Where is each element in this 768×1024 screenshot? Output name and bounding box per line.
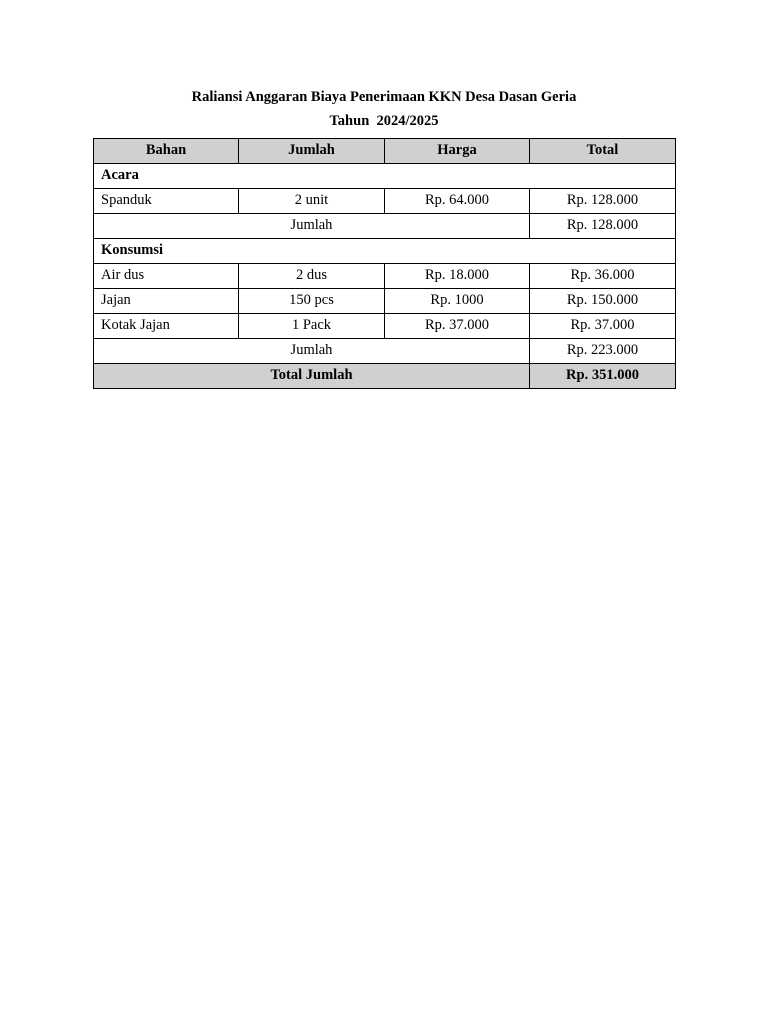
- section-row-konsumsi: [94, 239, 676, 264]
- cell-total: Rp. 150.000: [530, 289, 676, 314]
- cell-harga: Rp. 1000: [385, 289, 530, 314]
- section-title: Acara: [94, 164, 676, 189]
- subtotal-value: Rp. 223.000: [530, 339, 676, 364]
- cell-jumlah: 2 unit: [239, 189, 385, 214]
- table-row: [94, 264, 676, 289]
- cell-harga: Rp. 37.000: [385, 314, 530, 339]
- subtotal-row: [94, 214, 676, 239]
- table-row: [94, 289, 676, 314]
- cell-bahan: Spanduk: [94, 189, 239, 214]
- subtotal-label: Jumlah: [94, 339, 530, 364]
- document-subtitle: Tahun 2024/2025: [329, 113, 439, 129]
- header-bahan: Bahan: [94, 139, 239, 164]
- cell-harga: Rp. 18.000: [385, 264, 530, 289]
- table-row: [94, 314, 676, 339]
- subtotal-label: Jumlah: [94, 214, 530, 239]
- cell-bahan: Jajan: [94, 289, 239, 314]
- grand-total-row: [94, 364, 676, 389]
- cell-total: Rp. 36.000: [530, 264, 676, 289]
- cell-jumlah: 2 dus: [239, 264, 385, 289]
- subtotal-value: Rp. 128.000: [530, 214, 676, 239]
- cell-jumlah: 1 Pack: [239, 314, 385, 339]
- document-title: Raliansi Anggaran Biaya Penerimaan KKN Desa Dasan Geria: [191, 89, 577, 105]
- grand-total-value: Rp. 351.000: [530, 364, 676, 389]
- table-header-row: [94, 139, 676, 164]
- table-row: [94, 189, 676, 214]
- header-total: Total: [530, 139, 676, 164]
- document-page: [93, 85, 675, 389]
- budget-table: [93, 138, 676, 389]
- grand-total-label: Total Jumlah: [94, 364, 530, 389]
- subtotal-row: [94, 339, 676, 364]
- header-jumlah: Jumlah: [239, 139, 385, 164]
- section-row-acara: [94, 164, 676, 189]
- cell-bahan: Kotak Jajan: [94, 314, 239, 339]
- cell-bahan: Air dus: [94, 264, 239, 289]
- section-title: Konsumsi: [94, 239, 676, 264]
- cell-jumlah: 150 pcs: [239, 289, 385, 314]
- cell-harga: Rp. 64.000: [385, 189, 530, 214]
- header-harga: Harga: [385, 139, 530, 164]
- cell-total: Rp. 128.000: [530, 189, 676, 214]
- cell-total: Rp. 37.000: [530, 314, 676, 339]
